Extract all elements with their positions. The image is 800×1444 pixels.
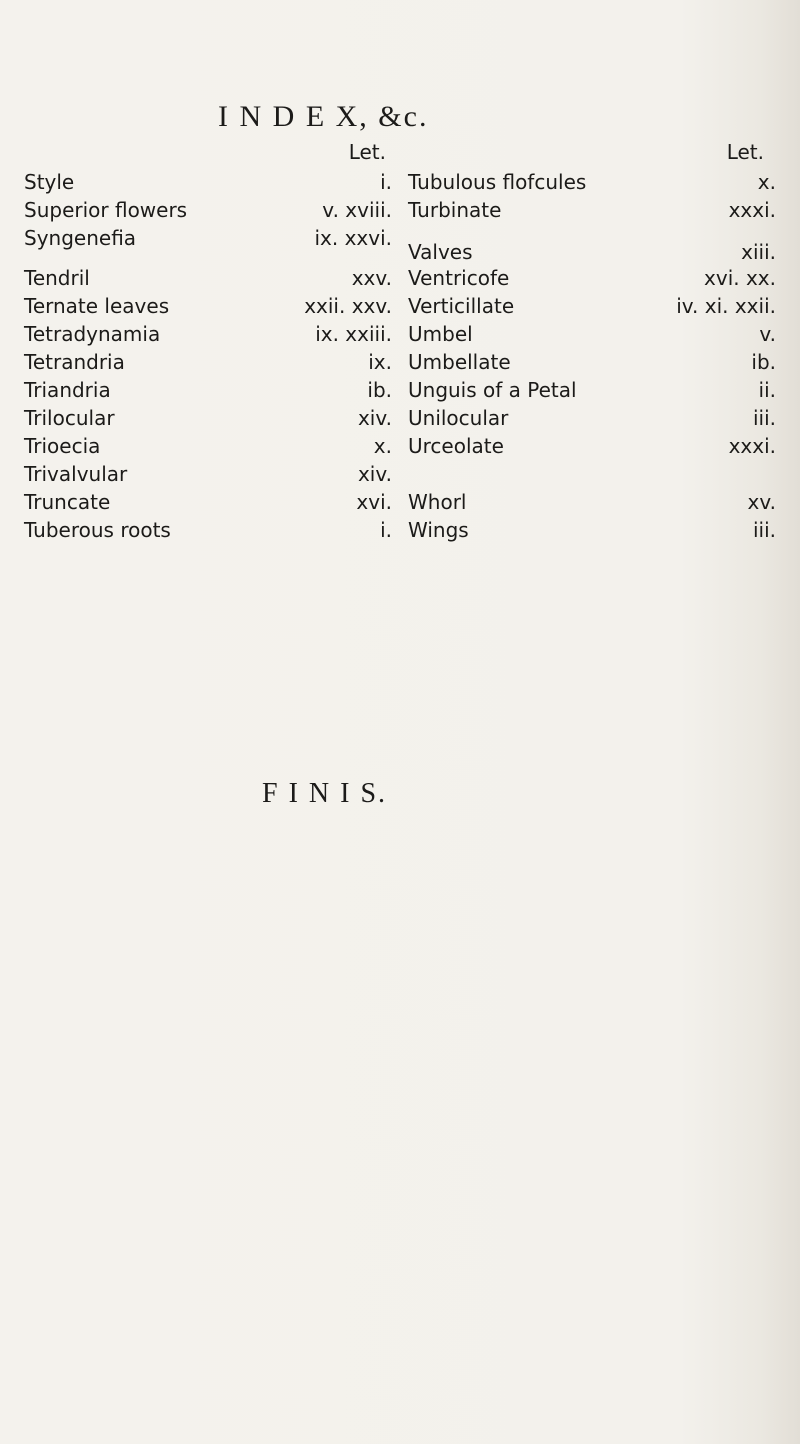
index-ref: iv. xi. xxii. [676,294,776,318]
index-row [408,404,776,432]
index-term: Unguis of a Petal [408,378,577,402]
index-term: Ventricofe [408,266,510,290]
index-row [408,168,776,196]
index-row [408,320,776,348]
index-ref: ix. xxiii. [315,322,392,346]
index-ref: ib. [367,378,392,402]
index-row [24,460,392,488]
index-term: Wings [408,518,469,542]
index-term: Tubulous flofcules [408,170,587,194]
index-row [408,264,776,292]
index-row [408,488,776,516]
index-term: Tendril [24,266,90,290]
index-ref: ii. [758,378,776,402]
index-ref: xxii. xxv. [304,294,392,318]
index-row [24,432,392,460]
index-term: Valves [408,240,473,264]
index-ref: x. [373,434,392,458]
index-row [24,516,392,544]
index-row [24,292,392,320]
index-row [24,168,392,196]
index-term: Superior flowers [24,198,188,222]
index-term: Whorl [408,490,467,514]
index-term: Trivalvular [24,462,128,486]
index-ref: iii. [752,518,776,542]
index-ref: v. xviii. [322,198,392,222]
index-ref: x. [757,170,776,194]
index-ref: xxxi. [728,434,776,458]
index-row [24,376,392,404]
index-term: Umbellate [408,350,511,374]
index-row [408,348,776,376]
index-term: Tuberous roots [24,518,171,542]
index-row [24,404,392,432]
index-term: Verticillate [408,294,515,318]
index-ref: xvi. [356,490,392,514]
index-row [24,224,392,252]
index-ref: iii. [752,406,776,430]
index-row [24,320,392,348]
index-row [408,292,776,320]
index-ref: i. [380,518,392,542]
index-ref: xv. [747,490,776,514]
index-row [408,432,776,460]
index-term: Triandria [24,378,111,402]
index-term: Truncate [24,490,111,514]
index-row [24,488,392,516]
index-ref: xvi. xx. [704,266,776,290]
index-ref: ix. xxvi. [314,226,392,250]
index-row [408,238,776,266]
left-column-header: Let. [348,140,386,164]
index-ref: i. [380,170,392,194]
index-ref: xiv. [357,406,392,430]
finis-text: F I N I S. [262,778,388,809]
index-row [408,196,776,224]
index-row [408,516,776,544]
index-term: Style [24,170,75,194]
index-term: Trioecia [24,434,101,458]
index-row [408,376,776,404]
index-row [24,348,392,376]
index-ref: xiii. [741,240,776,264]
index-term: Urceolate [408,434,504,458]
index-ref: xxxi. [728,198,776,222]
page-heading: I N D E X, &c. [218,100,429,133]
right-column-header: Let. [726,140,764,164]
index-ref: v. [759,322,776,346]
index-term: Unilocular [408,406,509,430]
index-term: Turbinate [408,198,502,222]
index-term: Umbel [408,322,473,346]
index-ref: ix. [368,350,392,374]
index-row [24,264,392,292]
index-row [24,196,392,224]
index-term: Tetradynamia [24,322,161,346]
index-term: Tetrandria [24,350,125,374]
index-term: Syngenefia [24,226,137,250]
index-ref: xiv. [357,462,392,486]
index-term: Trilocular [24,406,115,430]
index-ref: xxv. [351,266,392,290]
index-ref: ib. [751,350,776,374]
index-term: Ternate leaves [24,294,170,318]
right-index-column [408,140,776,560]
left-index-column [24,140,392,560]
